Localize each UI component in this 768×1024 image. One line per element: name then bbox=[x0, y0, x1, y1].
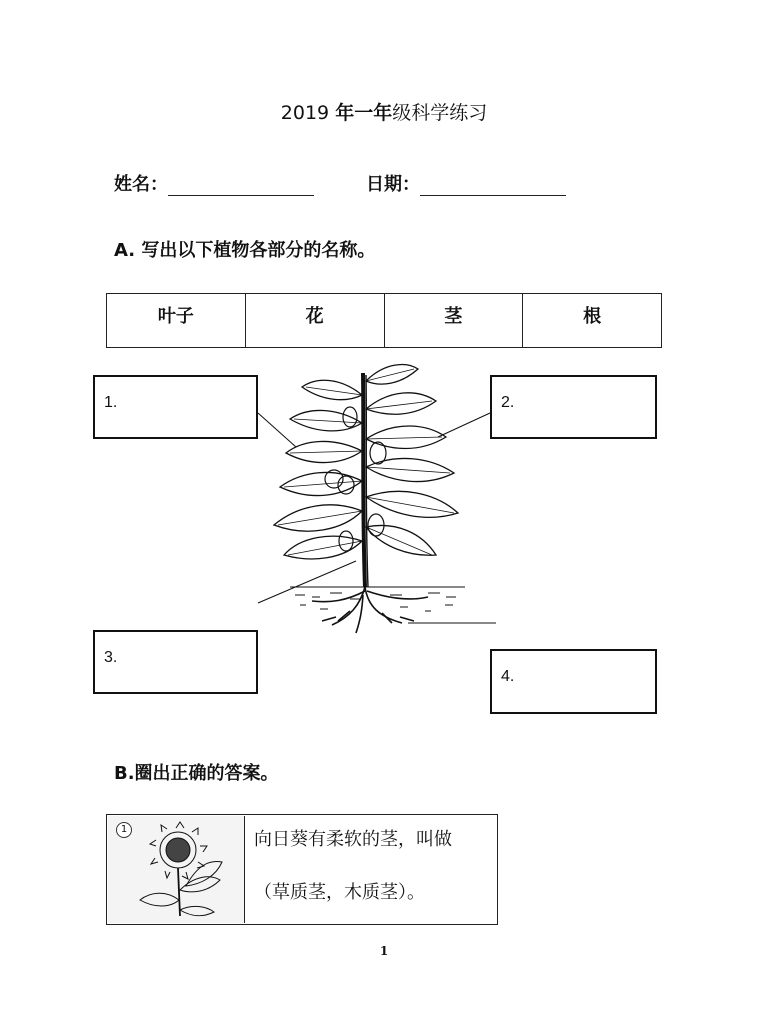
stem bbox=[363, 373, 365, 587]
date-blank[interactable] bbox=[420, 177, 566, 196]
answer-box-2-number: 2. bbox=[501, 394, 515, 411]
section-b-heading: B.圈出正确的答案。 bbox=[114, 763, 279, 784]
title-rest: 级科学练习 bbox=[392, 102, 488, 124]
word-bank-leaf: 叶子 bbox=[107, 294, 246, 348]
name-blank[interactable] bbox=[168, 177, 314, 196]
roots bbox=[312, 587, 428, 633]
answer-box-1-number: 1. bbox=[104, 394, 118, 411]
page-number: 1 bbox=[379, 944, 389, 958]
date-label: 日期： bbox=[366, 174, 420, 195]
flowers bbox=[325, 407, 386, 551]
date-field bbox=[366, 170, 566, 196]
name-field bbox=[114, 170, 314, 196]
word-bank-stem: 茎 bbox=[384, 294, 523, 348]
pointer-lines bbox=[258, 413, 496, 623]
question-1-line-2: （草质茎，木质茎）。 bbox=[254, 882, 425, 903]
question-1-number: 1 bbox=[116, 822, 132, 838]
section-a-heading: A. 写出以下植物各部分的名称。 bbox=[114, 240, 376, 261]
title-year: 2019 bbox=[280, 102, 330, 124]
word-bank-flower: 花 bbox=[245, 294, 384, 348]
answer-box-3-number: 3. bbox=[104, 649, 118, 666]
word-bank-row bbox=[107, 294, 662, 348]
sunflower-icon bbox=[128, 820, 238, 920]
answer-box-4[interactable] bbox=[490, 649, 657, 714]
word-bank-table bbox=[106, 293, 662, 348]
answer-box-2[interactable] bbox=[490, 375, 657, 439]
sunflower-picture-panel bbox=[108, 816, 245, 923]
name-label: 姓名： bbox=[114, 174, 168, 195]
title-bold-part: 年一年 bbox=[335, 102, 393, 124]
word-bank-root: 根 bbox=[523, 294, 662, 348]
answer-box-4-number: 4. bbox=[501, 668, 515, 685]
answer-box-3[interactable] bbox=[93, 630, 258, 694]
worksheet-title bbox=[0, 98, 768, 125]
answer-box-1[interactable] bbox=[93, 375, 258, 439]
ground-lines bbox=[290, 587, 465, 611]
plant-illustration bbox=[250, 355, 510, 640]
question-1-line-1: 向日葵有柔软的茎，叫做 bbox=[254, 829, 452, 850]
